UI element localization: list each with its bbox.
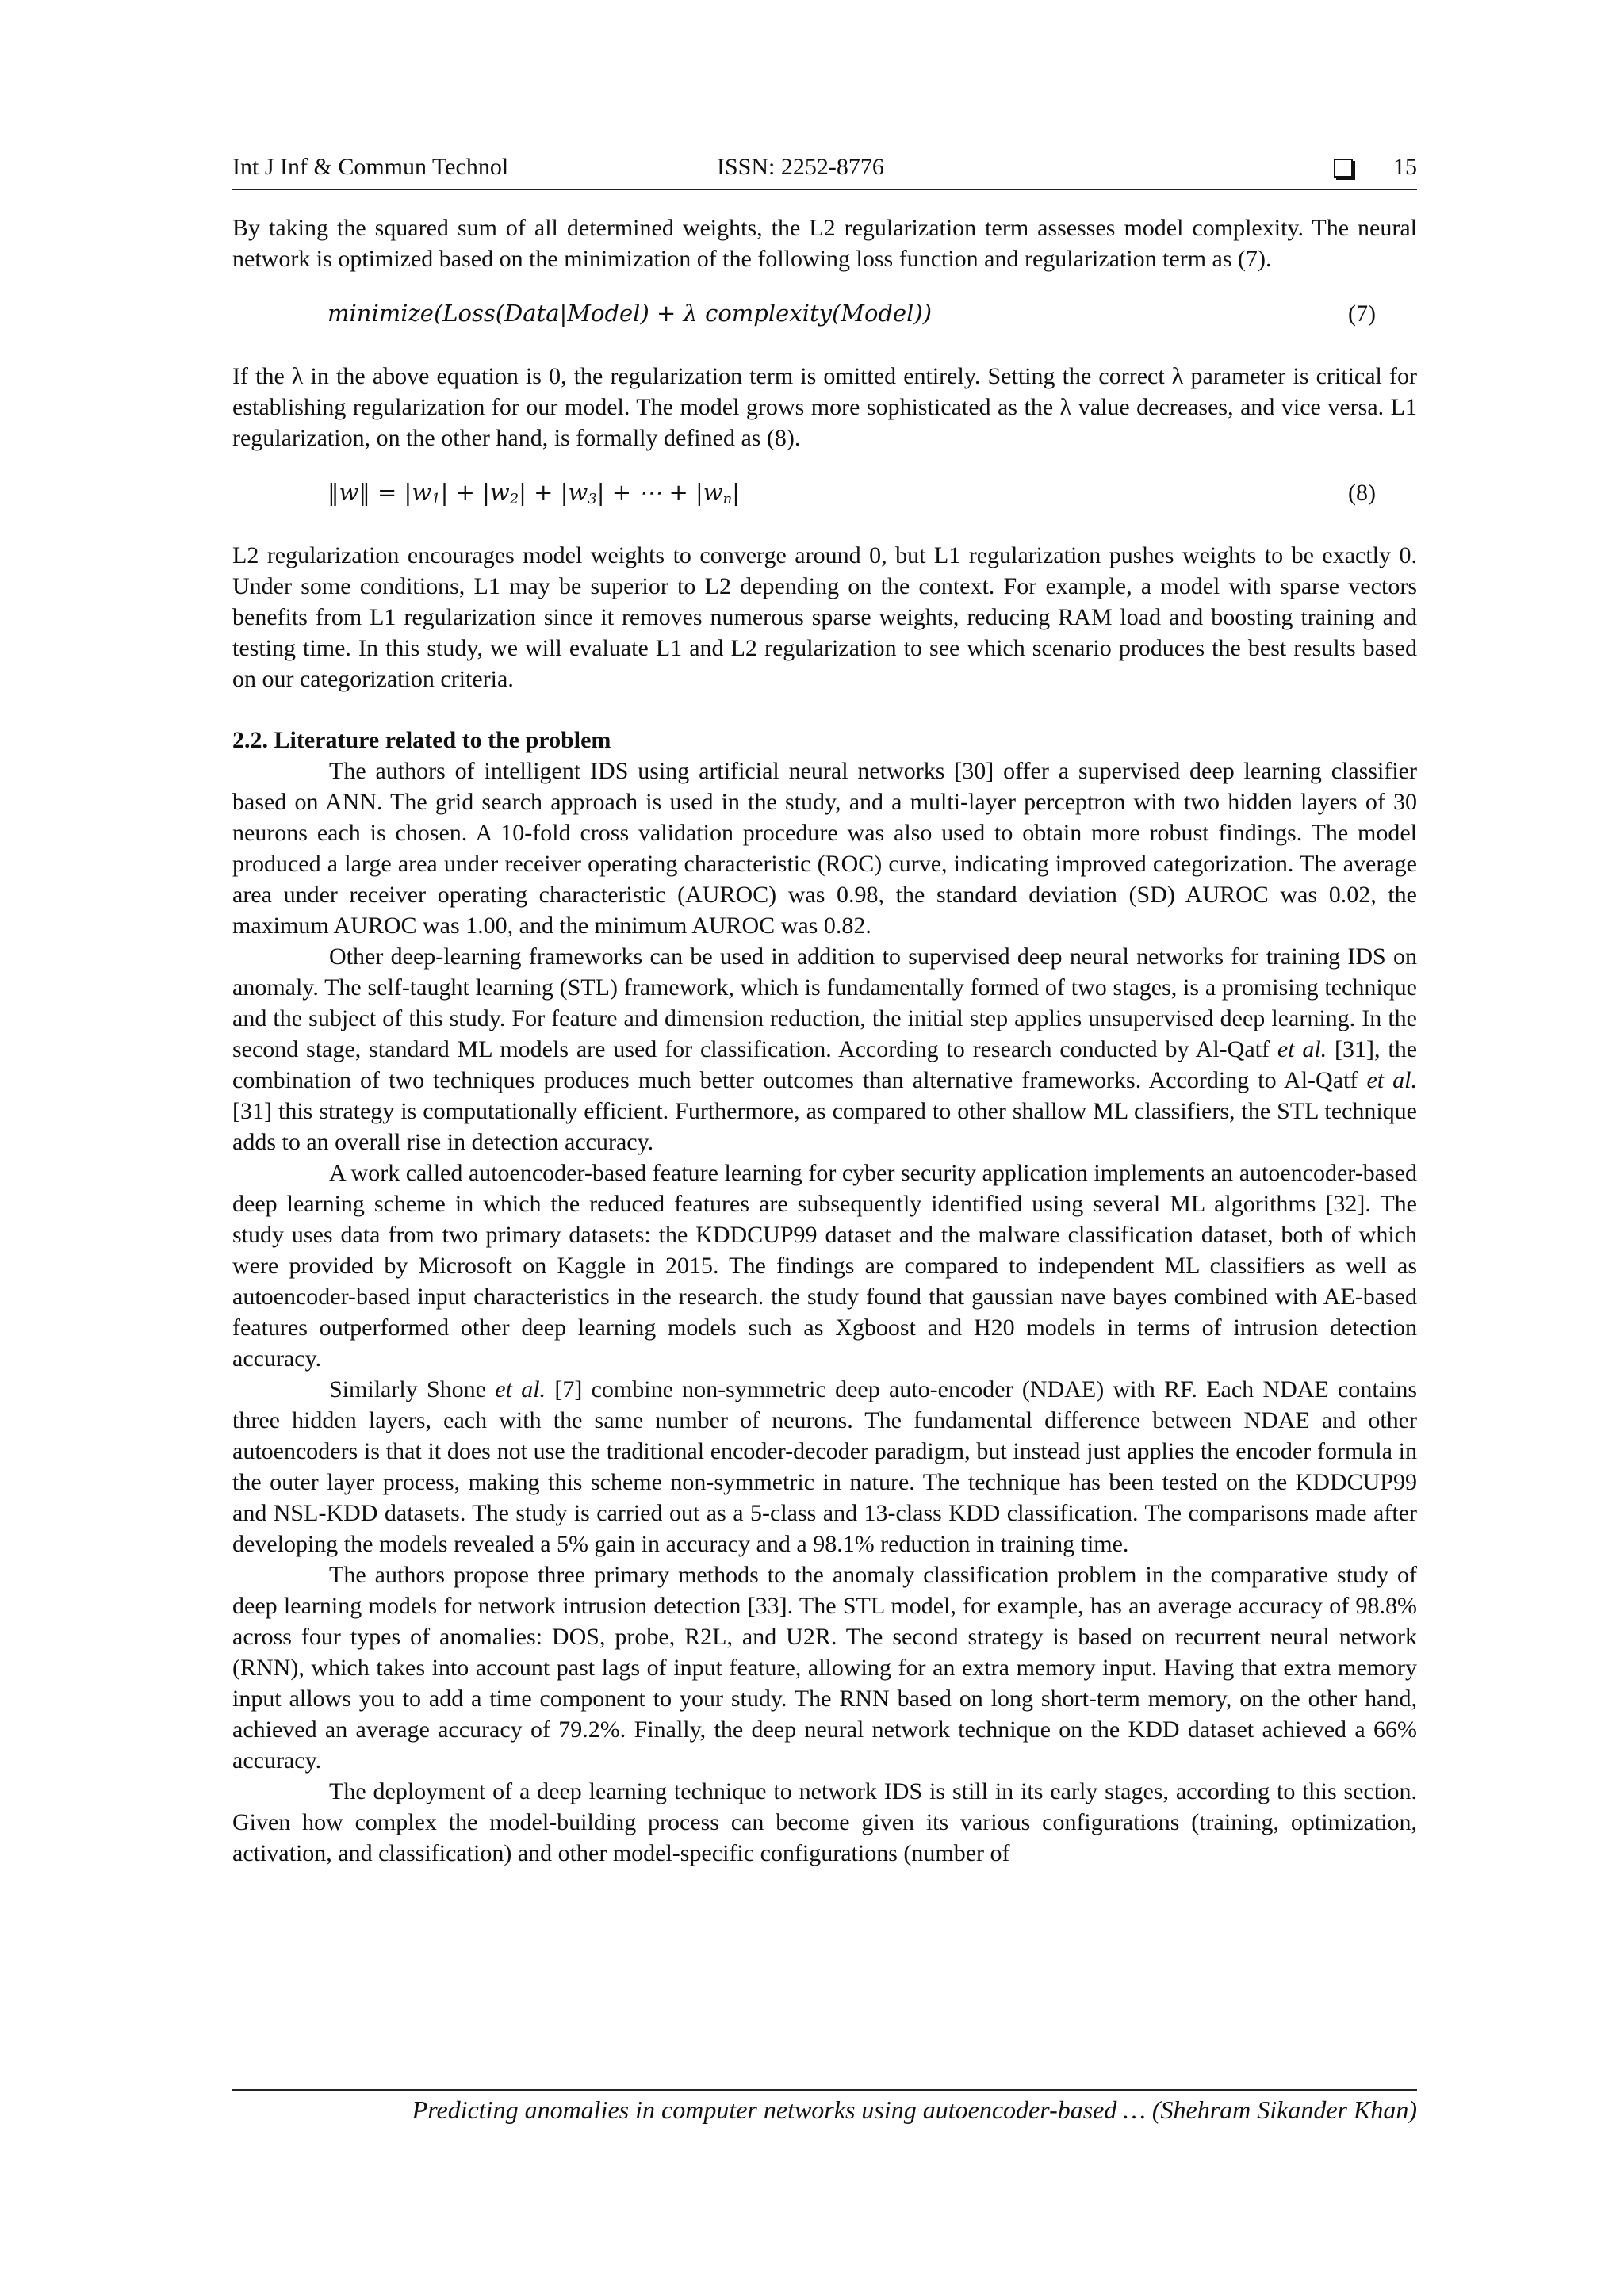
etal-text: et al. [1366, 1067, 1417, 1093]
equation-number: (7) [1348, 300, 1376, 327]
paragraph: The authors of intelligent IDS using artificial neural networks [30] offer a supervised deep learning classifier based on ANN. The grid search approach is used in the study, and a multi-layer perceptron with two hidden layers of 30 neurons each is chosen. A 10-fold cross validation procedure was also used to obtain more robust findings. The model produced a large area under receiver operating characteristic (ROC) curve, indicating improved categorization. The average area under receiver operating characteristic (AUROC) was 0.98, the standard deviation (SD) AUROC was 0.02, the maximum AUROC was 1.00, and the minimum AUROC was 0.82. [232, 758, 1417, 939]
paragraph-text: [7] combine non-symmetric deep auto-encoder (NDAE) with RF. Each NDAE contains three hidden layers, each with the same number of neurons. The fundamental difference between NDAE and other autoencoders is that it does not use the traditional encoder-decoder paradigm, but instead just applies the encoder formula in the outer layer process, making this scheme non-symmetric in nature. The technique has been tested on the KDDCUP99 and NSL-KDD datasets. The study is carried out as a 5-class and 13-class KDD classification. The comparisons made after developing the models revealed a 5% gain in accuracy and a 98.1% reduction in training time. [232, 1376, 1418, 1557]
equation-number: (8) [1348, 480, 1376, 506]
equation-formula: ‖w‖ = $|w_1| + |w_2| + |w_3|$ + ⋯ + $|w_n|$ [327, 479, 740, 507]
paragraph: The deployment of a deep learning technique to network IDS is still in its early stages, according to this section. Given how complex the model-building process can become given its various configurations (training, optimization, activation, and classification) and other model-specific configurations (number of [232, 1778, 1417, 1866]
paragraph [232, 941, 1417, 1158]
checkbox-square-icon [1334, 159, 1353, 178]
equation-formula: minimize(Loss(Data|Model) + λ complexity(Model)) [327, 300, 933, 327]
paragraph-text: Other deep-learning frameworks can be used in addition to supervised deep neural networks for training IDS on anomaly. The self-taught learning (STL) framework, which is fundamentally formed of two stages, is a promising technique and the subject of this study. For feature and dimension reduction, the initial step applies unsupervised deep learning. In the second stage, standard ML models are used for classification. According to research conducted by Al-Qatf [232, 943, 1417, 1062]
etal-text: et al. [495, 1376, 546, 1402]
page-header [232, 154, 1417, 190]
section-heading: 2.2. Literature related to the problem [232, 727, 611, 753]
page-body [232, 212, 1417, 1869]
paragraph: A work called autoencoder-based feature learning for cyber security application implements an autoencoder-based deep learning scheme in which the reduced features are subsequently identified using several ML algorithms [32]. The study uses data from two primary datasets: the KDDCUP99 dataset and the malware classification dataset, both of which were provided by Microsoft on Kaggle in 2015. The findings are compared to independent ML classifiers as well as autoencoder-based input characteristics in the research. the study found that gaussian nave bayes combined with AE-based features outperformed other deep learning models such as Xgboost and H20 models in terms of intrusion detection accuracy. [232, 1160, 1417, 1372]
issn-label: ISSN: 2252-8776 [717, 154, 884, 180]
paragraph: If the λ in the above equation is 0, the regularization term is omitted entirely. Setting the correct λ parameter is critical for establishing regularization for our model. The model grows more sophisticated as the λ value decreases, and vice versa. L1 regularization, on the other hand, is formally defined as (8). [232, 363, 1417, 451]
paragraph: By taking the squared sum of all determined weights, the L2 regularization term assesses model complexity. The neural network is optimized based on the minimization of the following loss function and regularization term as (7). [232, 215, 1417, 272]
page-footer: Predicting anomalies in computer networks using autoencoder-based … (Shehram Sikander Khan) [232, 2089, 1417, 2125]
paragraph-text: Similarly Shone [329, 1376, 486, 1402]
equation-7 [232, 298, 1417, 329]
paragraph-text: [31], the combination of two techniques produces much better outcomes than alternative frameworks. According to Al-Qatf [232, 1036, 1418, 1093]
paragraph [232, 1374, 1417, 1559]
paragraph: The authors propose three primary methods to the anomaly classification problem in the comparative study of deep learning models for network intrusion detection [33]. The STL model, for example, has an average accuracy of 98.8% across four types of anomalies: DOS, probe, R2L, and U2R. The second strategy is based on recurrent neural network (RNN), which takes into account past lags of input feature, allowing for an extra memory input. Having that extra memory input allows you to add a time component to your study. The RNN based on long short-term memory, on the other hand, achieved an average accuracy of 79.2%. Finally, the deep neural network technique on the KDD dataset achieved a 66% accuracy. [232, 1562, 1417, 1774]
journal-name: Int J Inf & Commun Technol [232, 154, 509, 180]
equation-8 [232, 477, 1417, 508]
paragraph-text: [31] this strategy is computationally efficient. Furthermore, as compared to other shallow ML classifiers, the STL technique adds to an overall rise in detection accuracy. [232, 1098, 1417, 1155]
page-number: 15 [1393, 154, 1417, 180]
etal-text: et al. [1277, 1036, 1327, 1062]
paragraph: L2 regularization encourages model weights to converge around 0, but L1 regularization pushes weights to be exactly 0. Under some conditions, L1 may be superior to L2 depending on the context. For example, a model with sparse vectors benefits from L1 regularization since it removes numerous sparse weights, reducing RAM load and boosting training and testing time. In this study, we will evaluate L1 and L2 regularization to see which scenario produces the best results based on our categorization criteria. [232, 542, 1417, 692]
